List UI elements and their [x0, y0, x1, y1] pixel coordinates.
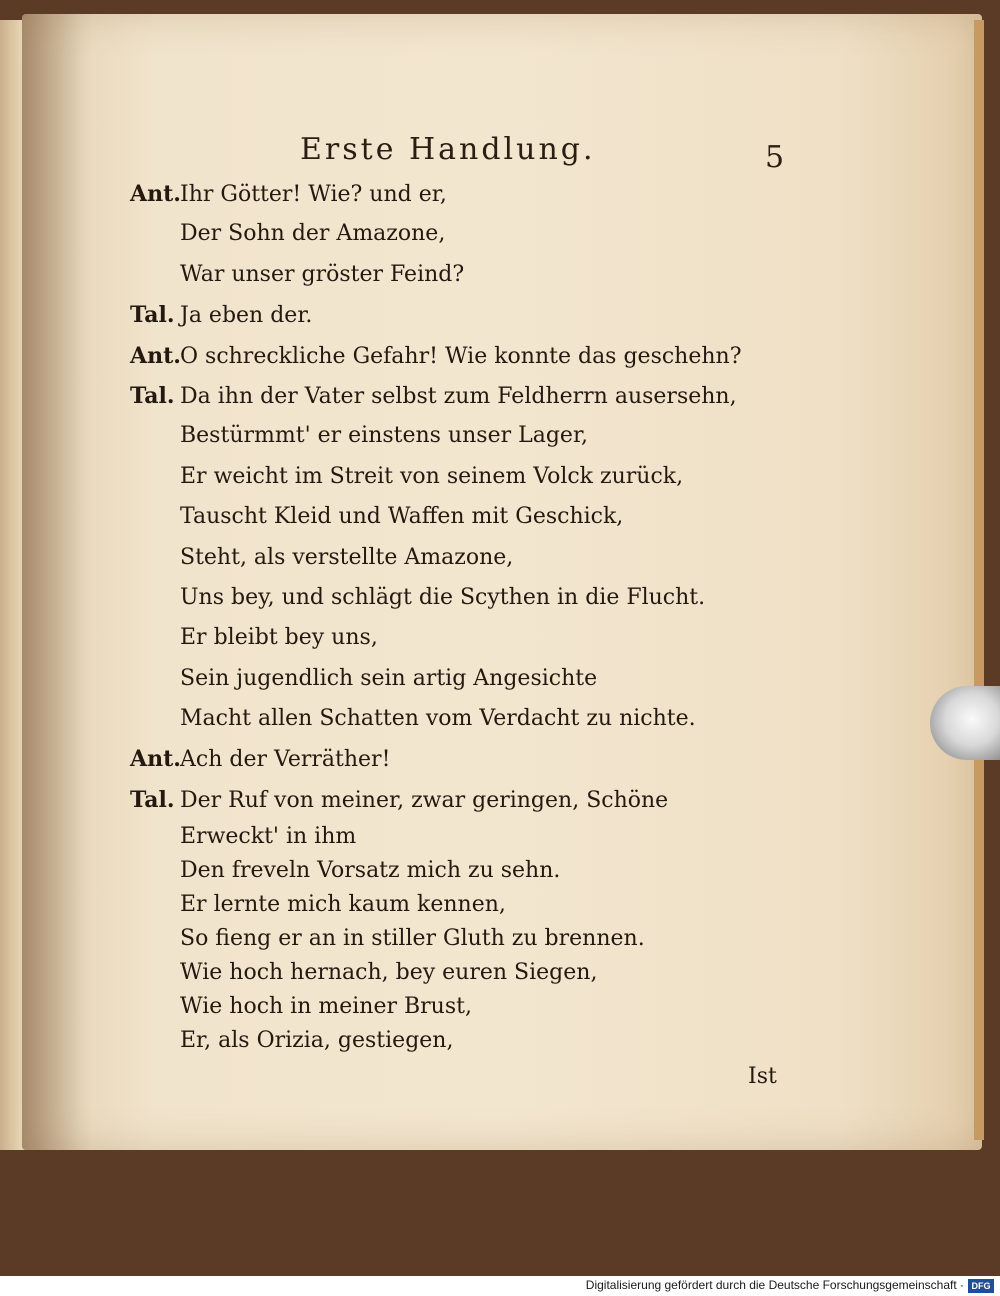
verse-line [130, 457, 730, 497]
verse-line [130, 956, 730, 990]
line-text: So fieng er an in stiller Gluth zu brennen. [180, 926, 645, 952]
line-text: War unser gröster Feind? [180, 261, 465, 287]
line-text: Erweckt' in ihm [180, 824, 357, 850]
speaker-label: Ant. [130, 181, 181, 207]
speaker-label: Ant. [130, 746, 181, 773]
verse-line [130, 295, 730, 335]
verse-line [130, 255, 730, 295]
speaker-label: Tal. [130, 382, 175, 409]
catchword: Ist [748, 1064, 777, 1089]
verse-line [130, 538, 730, 578]
line-text: Steht, als verstellte Amazone, [180, 544, 514, 570]
gutter-shadow [22, 14, 92, 1150]
verse-line [130, 922, 730, 956]
verse-line [130, 497, 730, 537]
verse-line [130, 854, 730, 888]
verse-line [130, 336, 742, 376]
verse-line [130, 214, 730, 254]
line-text: Sein jugendlich sein artig Angesichte [180, 665, 598, 691]
line-text: Er bleibt bey uns, [180, 625, 378, 651]
line-text: Uns bey, und schlägt die Scythen in die Flucht. [180, 584, 706, 610]
verse-line [130, 888, 730, 922]
line-text: Er weicht im Streit von seinem Volck zurück, [180, 463, 684, 489]
verse-line [130, 659, 730, 699]
line-text: Den freveln Vorsatz mich zu sehn. [180, 858, 561, 884]
footer-bar [0, 1276, 1000, 1296]
speaker-label: Ant. [130, 342, 181, 369]
verse-line [130, 699, 730, 739]
line-text: Ach der Verräther! [180, 747, 391, 773]
verse-line [130, 376, 737, 416]
speaker-label: Tal. [130, 302, 175, 329]
line-text: Der Ruf von meiner, zwar geringen, Schöne [180, 787, 669, 813]
line-text: Er lernte mich kaum kennen, [180, 892, 506, 918]
verse-line [130, 416, 730, 456]
line-text: Da ihn der Vater selbst zum Feldherrn ausersehn, [180, 383, 737, 409]
verse-line [130, 1024, 730, 1058]
line-text: Ja eben der. [180, 303, 313, 329]
funding-note: Digitalisierung gefördert durch die Deutsche Forschungsgemeinschaft · [585, 1278, 964, 1292]
line-text: Ihr Götter! Wie? und er, [180, 182, 447, 207]
line-text: Macht allen Schatten vom Verdacht zu nichte. [180, 706, 696, 732]
line-text: Tauscht Kleid und Waffen mit Geschick, [180, 504, 624, 530]
line-text: Wie hoch hernach, bey euren Siegen, [180, 960, 598, 986]
verse-line [130, 578, 730, 618]
verse-line [130, 739, 730, 779]
verse-line [130, 820, 730, 854]
page-holder-clip [930, 686, 1000, 760]
verse-line [130, 780, 730, 820]
line-text: O schreckliche Gefahr! Wie konnte das geschehn? [180, 343, 742, 369]
dfg-logo: DFG [968, 1279, 994, 1293]
verse-line [130, 990, 730, 1024]
line-text: Wie hoch in meiner Brust, [180, 994, 472, 1020]
page-number: 5 [765, 140, 785, 175]
line-text: Der Sohn der Amazone, [180, 221, 446, 247]
line-text: Bestürmmt' er einstens unser Lager, [180, 423, 589, 449]
verse-line [130, 174, 730, 214]
speaker-label: Tal. [130, 786, 175, 813]
verse-text [130, 174, 742, 1058]
line-text: Er, als Orizia, gestiegen, [180, 1028, 454, 1054]
running-header: Erste Handlung. [300, 132, 596, 167]
page-fore-edge [974, 20, 984, 1140]
verse-line [130, 618, 730, 658]
